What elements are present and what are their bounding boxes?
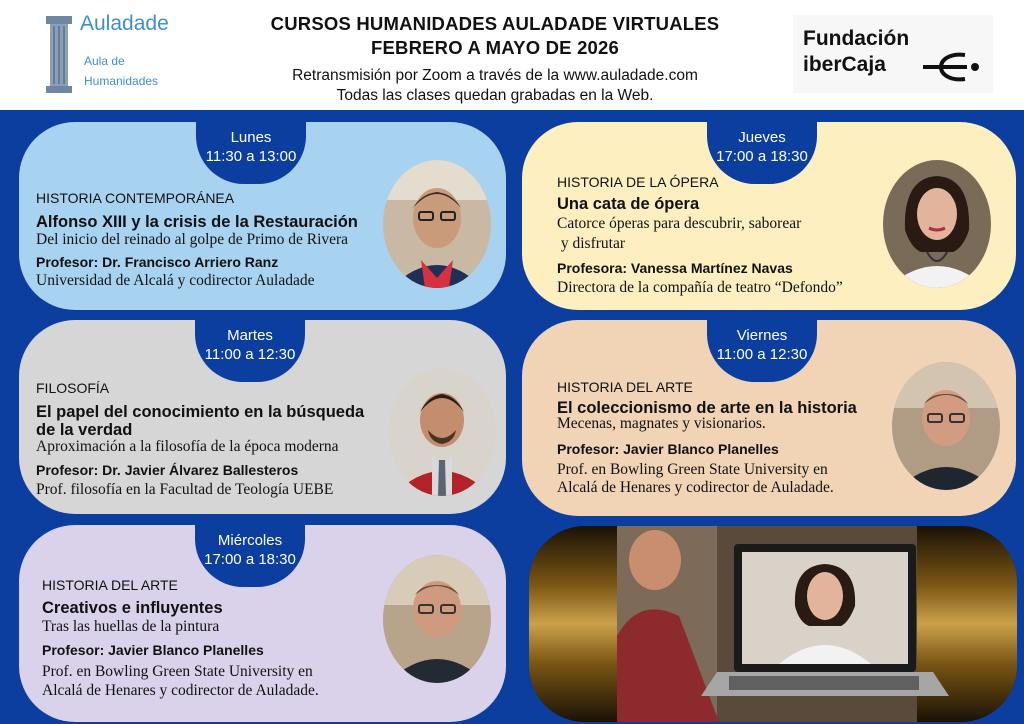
professor-name: Profesor: Javier Blanco Planelles [42, 642, 264, 658]
day-badge [195, 525, 305, 587]
course-category: HISTORIA DE LA ÓPERA [557, 174, 719, 190]
professor-name: Profesor: Dr. Javier Álvarez Ballesteros [36, 462, 299, 478]
sponsor-name: iberCaja [803, 53, 886, 76]
day-name: Lunes [230, 129, 272, 146]
day-name: Jueves [738, 129, 786, 146]
professor-photo [883, 160, 991, 288]
course-subtitle: Mecenas, magnates y visionarios. [557, 415, 766, 432]
course-card-miercoles[interactable] [19, 525, 506, 722]
professor-affiliation: Prof. en Bowling Green State University en [557, 461, 828, 478]
course-card-martes[interactable] [19, 320, 506, 514]
day-time: 11:00 a 12:30 [716, 346, 808, 363]
portrait-icon [883, 160, 991, 288]
day-name: Miércoles [217, 532, 283, 549]
day-time: 17:00 a 18:30 [204, 551, 296, 568]
professor-photo [388, 368, 496, 496]
course-title: Una cata de ópera [557, 195, 700, 213]
professor-affiliation: Directora de la compañía de teatro “Defondo” [557, 279, 843, 296]
laptop-scene-image [529, 526, 1017, 722]
portrait-icon [892, 362, 1000, 490]
course-title: Alfonso XIII y la crisis de la Restauración [36, 213, 358, 231]
course-category: HISTORIA DEL ARTE [557, 379, 693, 395]
portrait-icon [383, 160, 491, 288]
course-category: HISTORIA DEL ARTE [42, 577, 178, 593]
day-time: 11:30 a 13:00 [205, 148, 297, 165]
course-subtitle: Aproximación a la filosofía de la época moderna [36, 438, 339, 455]
logo-title: Auladade [80, 12, 169, 35]
day-badge [195, 320, 305, 382]
header-text [210, 12, 780, 106]
day-badge [707, 122, 817, 184]
course-title: de la verdad [36, 421, 133, 439]
page-title: CURSOS HUMANIDADES AULADADE VIRTUALES [270, 13, 720, 34]
professor-name: Profesor: Javier Blanco Planelles [557, 441, 779, 457]
professor-affiliation: Universidad de Alcalá y codirector Auladade [36, 272, 315, 289]
day-name: Martes [227, 327, 273, 344]
professor-affiliation: Prof. filosofía en la Facultad de Teología UEBE [36, 481, 334, 498]
professor-name: Profesor: Dr. Francisco Arriero Ranz [36, 254, 279, 270]
sponsor-name: Fundación [803, 27, 910, 50]
ibercaja-logo[interactable] [793, 15, 993, 93]
professor-photo [383, 555, 491, 683]
logo-subtitle: Aula de [84, 54, 125, 68]
page-subtitle: FEBRERO A MAYO DE 2026 [370, 37, 620, 58]
recording-info: Todas las clases quedan grabadas en la Web. [336, 87, 654, 104]
day-time: 17:00 a 18:30 [716, 148, 808, 165]
day-badge [196, 122, 306, 184]
column-icon [44, 14, 74, 94]
laptop-class-photo [529, 526, 1017, 722]
course-subtitle: Tras las huellas de la pintura [42, 618, 220, 635]
ibercaja-symbol-icon [921, 49, 983, 85]
professor-affiliation: Alcalá de Henares y codirector de Auladade. [557, 479, 834, 496]
course-card-lunes[interactable] [19, 122, 506, 310]
course-subtitle: y disfrutar [557, 235, 626, 252]
professor-name: Profesora: Vanessa Martínez Navas [557, 260, 793, 276]
professor-photo [892, 362, 1000, 490]
professor-affiliation: Prof. en Bowling Green State University en [42, 663, 313, 680]
course-category: HISTORIA CONTEMPORÁNEA [36, 190, 235, 206]
zoom-info: Retransmisión por Zoom a través de la www.auladade.com [292, 67, 698, 84]
professor-photo [383, 160, 491, 288]
day-name: Viernes [736, 327, 788, 344]
course-title: El coleccionismo de arte en la historia [557, 399, 857, 417]
course-title: El papel del conocimiento en la búsqueda [36, 403, 365, 421]
day-badge [707, 320, 817, 382]
course-subtitle: Catorce óperas para descubrir, saborear [557, 215, 802, 232]
course-category: FILOSOFÍA [36, 380, 110, 396]
auladade-logo[interactable] [40, 8, 169, 98]
portrait-icon [388, 368, 496, 496]
course-card-jueves[interactable] [522, 122, 1016, 310]
professor-affiliation: Alcalá de Henares y codirector de Auladade. [42, 682, 319, 699]
logo-subtitle: Humanidades [84, 74, 159, 88]
header [0, 0, 1024, 110]
day-time: 11:00 a 12:30 [204, 346, 296, 363]
portrait-icon [383, 555, 491, 683]
course-subtitle: Del inicio del reinado al golpe de Primo de Rivera [36, 231, 349, 248]
course-card-viernes[interactable] [522, 320, 1016, 516]
course-title: Creativos e influyentes [42, 599, 223, 617]
